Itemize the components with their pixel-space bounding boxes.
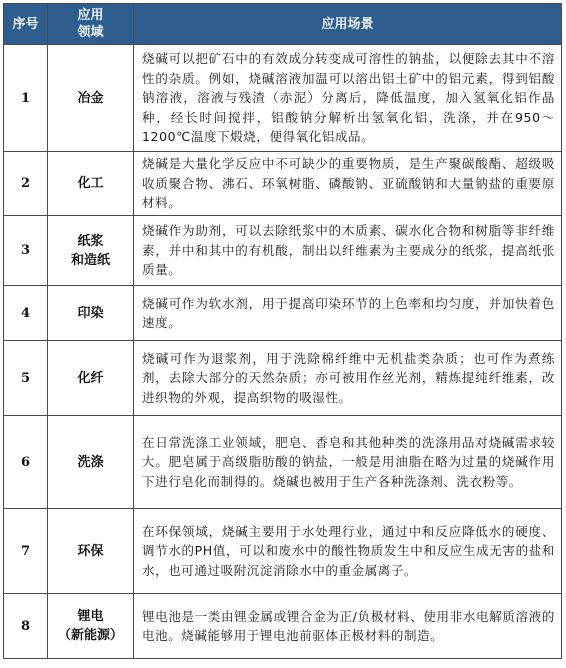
table-row — [4, 286, 562, 341]
application-table — [3, 3, 562, 659]
row-desc: 烧碱可作为软水剂，用于提高印染环节的上色率和均匀度，并加快着色速度。 — [134, 286, 562, 341]
row-field — [48, 216, 134, 286]
row-field-line: 冶金 — [77, 90, 104, 106]
row-no: 3 — [4, 216, 48, 286]
row-field-line: 和造纸 — [70, 252, 110, 268]
header-field — [48, 4, 134, 45]
row-desc: 在环保领域，烧碱主要用于水处理行业，通过中和反应降低水的硬度、调节水的PH值，可以和废水中的酸性物质发生中和反应生成无害的盐和水，也可通过吸附沉淀消除水中的重金属离子。 — [134, 509, 562, 594]
row-no: 4 — [4, 286, 48, 341]
header-field-line2: 领域 — [77, 25, 104, 40]
row-desc: 在日常洗涤工业领域，肥皂、香皂和其他种类的洗涤用品对烧碱需求较大。肥皂属于高级脂肪酸的钠盐，一般是用油脂在略为过量的烧碱作用下进行皂化而制得的。烧碱也被用于生产各种洗涤剂、洗衣粉等。 — [134, 416, 562, 509]
row-field — [48, 416, 134, 509]
row-field-line: 印染 — [77, 305, 104, 321]
row-field-line: 化工 — [77, 176, 104, 191]
row-no: 6 — [4, 416, 48, 509]
header-scene: 应用场景 — [134, 4, 562, 45]
row-desc: 锂电池是一类由锂金属或锂合金为正/负极材料、使用非水电解质溶液的电池。烧碱能够用于锂电池前驱体正极材料的制造。 — [134, 594, 562, 659]
row-field-line: 环保 — [77, 543, 104, 559]
row-no: 8 — [4, 594, 48, 659]
row-field — [48, 341, 134, 416]
table-row — [4, 509, 562, 594]
table-row — [4, 45, 562, 152]
row-no: 5 — [4, 341, 48, 416]
row-field — [48, 286, 134, 341]
row-field — [48, 152, 134, 216]
row-field-line: 纸浆 — [77, 233, 104, 249]
row-field-line: 锂电 — [77, 609, 104, 624]
row-field-line: （新能源） — [57, 628, 123, 643]
row-field — [48, 45, 134, 152]
header-field-line1: 应用 — [77, 8, 104, 23]
row-desc: 烧碱是大量化学反应中不可缺少的重要物质，是生产聚碳酸酯、超级吸收质聚合物、沸石、环氧树脂、磷酸钠、亚硫酸钠和大量钠盐的重要原材料。 — [134, 152, 562, 216]
table-row — [4, 594, 562, 659]
row-field-line: 化纤 — [77, 370, 104, 386]
table-row — [4, 152, 562, 216]
row-no: 2 — [4, 152, 48, 216]
row-desc: 烧碱作为助剂，可以去除纸浆中的木质素、碳水化合物和树脂等非纤维素，并中和其中的有机酸，制出以纤维素为主要成分的纸浆，提高纸张质量。 — [134, 216, 562, 286]
row-no: 1 — [4, 45, 48, 152]
table-header-row — [4, 4, 562, 45]
row-field — [48, 594, 134, 659]
table-row — [4, 416, 562, 509]
row-field-line: 洗涤 — [77, 454, 104, 470]
row-desc: 烧碱可作为退浆剂，用于洗除棉纤维中无机盐类杂质；也可作为煮练剂，去除大部分的天然杂质；亦可被用作丝光剂，精炼提纯纤维素，改进织物的外观，提高织物的吸湿性。 — [134, 341, 562, 416]
table-row — [4, 341, 562, 416]
row-desc: 烧碱可以把矿石中的有效成分转变成可溶性的钠盐，以便除去其中不溶性的杂质。例如，烧碱溶液加温可以溶出铝土矿中的铝元素，得到铝酸钠溶液，溶液与残渣（赤泥）分离后，降低温度，加入氢氧化铝作晶种，经长时间搅拌，铝酸钠分解析出氢氧化铝，洗涤，并在950～1200℃温度下煅烧，便得氧化铝成品。 — [134, 45, 562, 152]
row-field — [48, 509, 134, 594]
row-no: 7 — [4, 509, 48, 594]
table-row — [4, 216, 562, 286]
header-no: 序号 — [4, 4, 48, 45]
